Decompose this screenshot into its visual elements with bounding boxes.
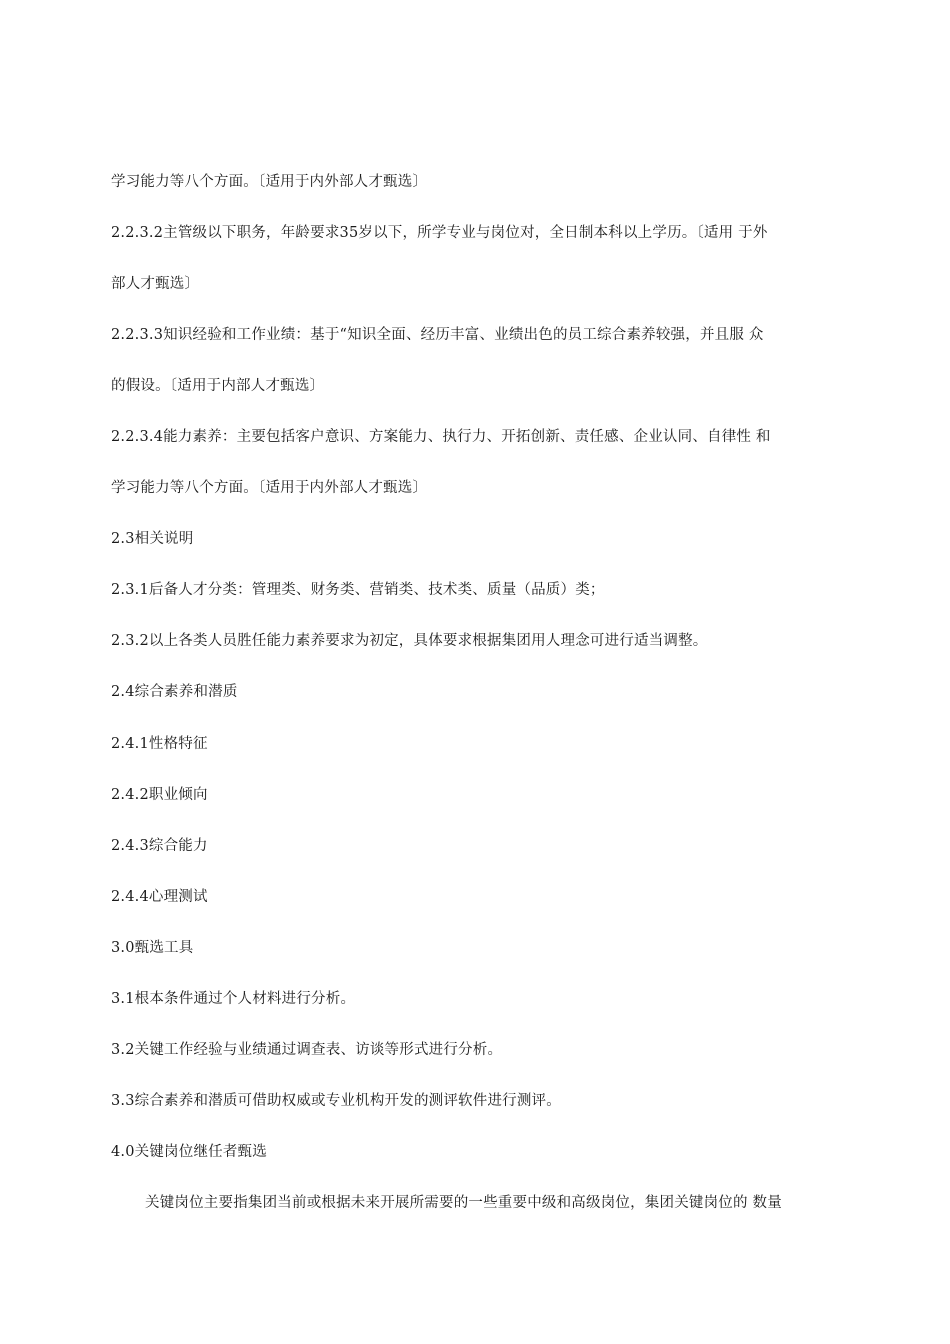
text-line-5: 的假设。〔适用于内部人才甄选〕 <box>111 378 325 394</box>
paragraph-first-line: 关键岗位主要指集团当前或根据未来开展所需要的一些重要中级和高级岗位，集团关键岗位的 数量 <box>145 1195 782 1211</box>
text-line-15: 2.4.4心理测试 <box>111 889 208 905</box>
section-heading-2-3: 2.3相关说明 <box>111 531 194 547</box>
text-line-10: 2.3.2以上各类人员胜任能力素养要求为初定，具体要求根据集团用人理念可进行适当调整。 <box>111 633 708 649</box>
text-line-19: 3.3综合素养和潜质可借助权威或专业机构开发的测评软件进行测评。 <box>111 1093 561 1109</box>
text-line-18: 3.2关键工作经验与业绩通过调查表、访谈等形式进行分析。 <box>111 1042 503 1058</box>
text-line-17: 3.1根本条件通过个人材料进行分析。 <box>111 991 356 1007</box>
section-heading-4-0: 4.0关键岗位继任者甄选 <box>111 1144 267 1160</box>
text-line-2: 2.2.3.2主管级以下职务，年龄要求35岁以下，所学专业与岗位对，全日制本科以上学历。〔适用 于外 <box>111 225 768 241</box>
text-line-7: 学习能力等八个方面。〔适用于内外部人才甄选〕 <box>111 480 428 496</box>
text-line-1: 学习能力等八个方面。〔适用于内外部人才甄选〕 <box>111 174 428 190</box>
text-line-12: 2.4.1性格特征 <box>111 736 208 752</box>
text-line-4: 2.2.3.3知识经验和工作业绩：基于“知识全面、经历丰富、业绩出色的员工综合素养较强，并且服 众 <box>111 327 764 343</box>
section-heading-2-4: 2.4综合素养和潜质 <box>111 684 238 700</box>
text-line-9: 2.3.1后备人才分类：管理类、财务类、营销类、技术类、质量（品质）类； <box>111 582 605 598</box>
text-line-14: 2.4.3综合能力 <box>111 838 208 854</box>
text-line-6: 2.2.3.4能力素养：主要包括客户意识、方案能力、执行力、开拓创新、责任感、企业认同、自律性 和 <box>111 429 771 445</box>
text-line-3: 部人才甄选〕 <box>111 276 200 292</box>
section-heading-3-0: 3.0甄选工具 <box>111 940 194 956</box>
text-line-13: 2.4.2职业倾向 <box>111 787 208 803</box>
